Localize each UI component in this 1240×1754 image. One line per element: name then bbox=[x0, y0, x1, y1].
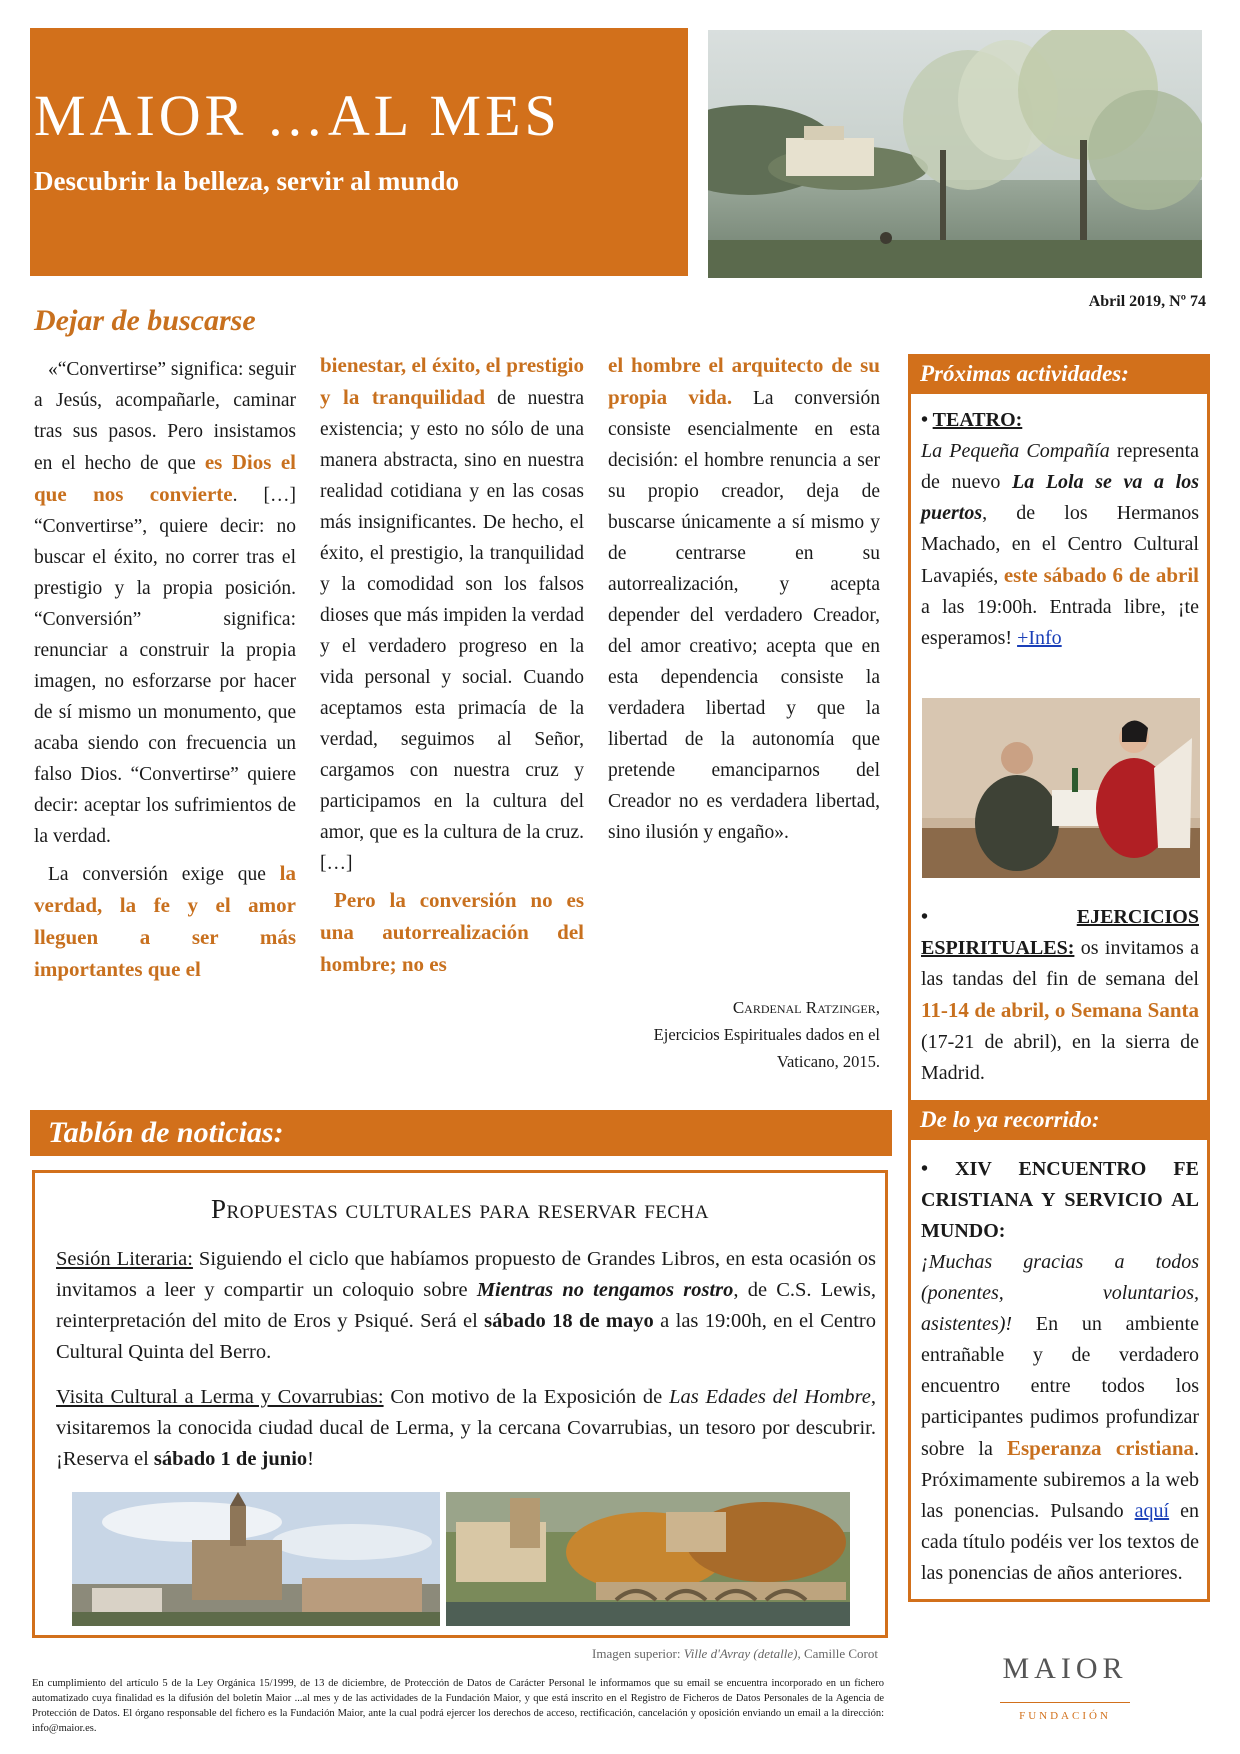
past-event bbox=[921, 1154, 1199, 1589]
bullet: • bbox=[921, 906, 1077, 928]
notice-cultural-visit bbox=[56, 1382, 876, 1475]
logo-divider bbox=[1000, 1702, 1130, 1703]
text-run: Las Edades del Hombre bbox=[669, 1386, 871, 1408]
notice-literary-session bbox=[56, 1244, 876, 1368]
activity-label: TEATRO: bbox=[932, 409, 1023, 431]
article-paragraph bbox=[320, 350, 584, 879]
activity-theatre bbox=[921, 405, 1199, 654]
credit-prefix: Imagen superior: bbox=[592, 1646, 684, 1661]
text-run: En un ambiente entrañable y de verdadero encuentro entre todos los participantes pudimos profundizar sobre la bbox=[921, 1313, 1199, 1460]
past-event-text bbox=[921, 1251, 1199, 1522]
highlighted-text: 11-14 de abril, o Semana Santa bbox=[921, 998, 1199, 1022]
highlighted-text: bienestar, el éxito, el prestigio y la tranquilidad bbox=[320, 353, 584, 409]
sidebar-heading-past: De lo ya recorrido: bbox=[908, 1100, 1210, 1140]
text-run: a las 19:00h, en el Centro Cultural Quinta del Berro. bbox=[56, 1310, 876, 1363]
lerma-photo bbox=[72, 1492, 440, 1626]
highlighted-text: es Dios el que nos convierte bbox=[34, 450, 296, 506]
article-attribution bbox=[608, 994, 880, 1075]
text-run: , de C.S. Lewis, reinterpretación del mito de Eros y Psiqué. Será el bbox=[56, 1279, 876, 1332]
article-column-1 bbox=[34, 354, 296, 986]
text-run: . […] “Convertirse”, quiere decir: no buscar el éxito, no correr tras el prestigio y la propia posición. “Conversión” significa: renunciar a construir la propia imagen, no esforzarse por hacer de sí mismo un monumento, que acaba siendo con frecuencia un falso Dios. “Convertirse” quiere decir: aceptar los sufrimientos de la verdad. bbox=[34, 485, 296, 847]
text-run: , de los Hermanos Machado, en el Centro Cultural Lavapiés, bbox=[921, 502, 1199, 587]
activity-text bbox=[921, 937, 1199, 1084]
theatre-photo bbox=[922, 698, 1200, 878]
text-run: La Lola se va a los puertos bbox=[921, 471, 1199, 524]
article-column-3 bbox=[608, 350, 880, 848]
text-run: sábado 18 de mayo bbox=[484, 1310, 654, 1332]
more-info-link[interactable]: +Info bbox=[1017, 627, 1062, 649]
text-run: , visitaremos la conocida ciudad ducal de Lerma, y la cercana Covarrubias, un tesoro por descubrir. ¡Reserva el bbox=[56, 1386, 876, 1470]
highlighted-text: Pero la conversión no es una autorrealización del hombre; no es bbox=[320, 888, 584, 976]
text-run: a las 19:00h. Entrada libre, ¡te esperamos! bbox=[921, 596, 1199, 649]
text-run: Sesión Literaria: bbox=[56, 1248, 193, 1270]
issue-date: Abril 2019, Nº 74 bbox=[1088, 293, 1206, 310]
text-run: La Pequeña Compañía bbox=[921, 440, 1110, 462]
text-run: de nuestra existencia; y esto no sólo de una manera abstracta, sino en nuestra realidad cotidiana y en las cosas más insignificantes. De hecho, el éxito, el prestigio, la tranquilidad y la comodidad son los falsos dioses que más impiden la verdad y el verdadero progreso en la vida personal y social. Cuando aceptamos esta primacía de la verdad, seguimos al Señor, cargamos con nuestra cruz y participamos en la cultura del amor, que es la cultura de la cruz. […] bbox=[320, 388, 584, 874]
newsletter-subtitle: Descubrir la belleza, servir al mundo bbox=[34, 166, 459, 196]
image-credit bbox=[592, 1646, 878, 1662]
activity-retreats bbox=[921, 902, 1199, 1089]
newsletter-title: MAIOR …AL MES bbox=[34, 83, 561, 148]
covarrubias-photo bbox=[446, 1492, 850, 1626]
highlighted-text: el hombre el arquitecto de su propia vida. bbox=[608, 353, 880, 409]
text-run: os invitamos a las tandas del fin de semana del bbox=[921, 937, 1199, 990]
text-run: Siguiendo el ciclo que habíamos propuesto de Grandes Libros, en esta ocasión os invitamos a leer y compartir un coloquio sobre bbox=[56, 1248, 876, 1301]
text-run: ! bbox=[307, 1448, 314, 1470]
maior-logo bbox=[980, 1652, 1150, 1736]
article-author: Cardenal Ratzinger, bbox=[732, 998, 880, 1017]
text-run: Visita Cultural a Lerma y Covarrubias: bbox=[56, 1386, 384, 1408]
here-link[interactable]: aquí bbox=[1134, 1500, 1170, 1522]
sidebar-heading-upcoming: Próximas actividades: bbox=[908, 354, 1210, 394]
text-run: (17-21 de abril), en la sierra de Madrid. bbox=[921, 1031, 1199, 1084]
text-run: La conversión consiste esencialmente en esta decisión: el hombre renuncia a ser su propio creador, deja de buscarse únicamente a sí mismo y de centrarse en su autorrealización, y acepta depender del verdadero Creador, del amor creativo; acepta que en esta dependencia consiste la verdadera libertad y que la libertad de la autonomía que pretende emanciparnos del Creador no es verdadera libertad, sino ilusión y engaño». bbox=[608, 388, 880, 843]
highlighted-text: la verdad, la fe y el amor lleguen a ser más importantes que el bbox=[34, 861, 296, 981]
header-banner bbox=[30, 28, 688, 276]
activity-label: EJERCICIOS ESPIRITUALES: bbox=[921, 906, 1199, 959]
bullet: • bbox=[921, 409, 933, 431]
legal-notice: En cumplimiento del artículo 5 de la Ley Orgánica 15/1999, de 13 de diciembre, de Protección de Datos de Carácter Personal le informamos que su email se encuentra incorporado en un fichero automatizado cuya finalidad es la difusión del boletín Maior ...al mes y de las actividades de la Fundación Maior, y que está inscrito en el Registro de Ficheros de Datos Personales de la Agencia de Protección de Datos. El órgano responsable del fichero es la Fundación Maior, ante la cual podrá ejercer los derechos de acceso, rectificación, cancelación y oposición enviando un email a la dirección: info@maior.es. bbox=[32, 1678, 884, 1734]
bullet: • bbox=[921, 1158, 956, 1180]
text-run: «“Convertirse” significa: seguir a Jesús, acompañarle, caminar tras sus pasos. Pero insistamos en el hecho de que bbox=[34, 359, 297, 474]
notice-board-heading: Tablón de noticias: bbox=[30, 1110, 892, 1156]
highlighted-text: este sábado 6 de abril bbox=[1003, 563, 1200, 587]
past-event-label: XIV ENCUENTRO FE CRISTIANA Y SERVICIO AL MUNDO: bbox=[921, 1158, 1199, 1242]
article-paragraph bbox=[320, 885, 584, 981]
highlighted-text: Esperanza cristiana bbox=[1006, 1436, 1194, 1460]
article-source: Ejercicios Espirituales dados en el Vaticano, 2015. bbox=[653, 1025, 880, 1071]
header-painting-image bbox=[708, 30, 1202, 278]
past-event-text-end: en cada título podéis ver los textos de las ponencias de años anteriores. bbox=[921, 1500, 1199, 1584]
text-run: La conversión exige que bbox=[48, 864, 280, 885]
text-run: . Próximamente subiremos a la web las ponencias. Pulsando bbox=[921, 1438, 1199, 1522]
article-paragraph bbox=[34, 858, 296, 986]
article-title: Dejar de buscarse bbox=[34, 304, 256, 337]
article-paragraph bbox=[608, 350, 880, 848]
credit-author: , Camille Corot bbox=[797, 1646, 878, 1661]
text-run: Con motivo de la Exposición de bbox=[383, 1386, 670, 1408]
text-run: representa de nuevo bbox=[921, 440, 1200, 493]
logo-wordmark: MAIOR bbox=[1002, 1652, 1128, 1685]
notice-board-title: Propuestas culturales para reservar fecha bbox=[211, 1194, 709, 1224]
logo-subtitle: FUNDACIÓN bbox=[1019, 1710, 1111, 1722]
text-run: ¡Muchas gracias a todos (ponentes, voluntarios, asistentes)! bbox=[921, 1251, 1199, 1335]
activity-text bbox=[921, 440, 1199, 649]
text-run: sábado 1 de junio bbox=[153, 1448, 308, 1470]
article-paragraph bbox=[34, 354, 296, 852]
article-column-2 bbox=[320, 350, 584, 981]
notice-board-text bbox=[56, 1244, 876, 1489]
text-run: Mientras no tengamos rostro bbox=[476, 1279, 734, 1301]
credit-work: Ville d'Avray (detalle) bbox=[683, 1646, 798, 1661]
